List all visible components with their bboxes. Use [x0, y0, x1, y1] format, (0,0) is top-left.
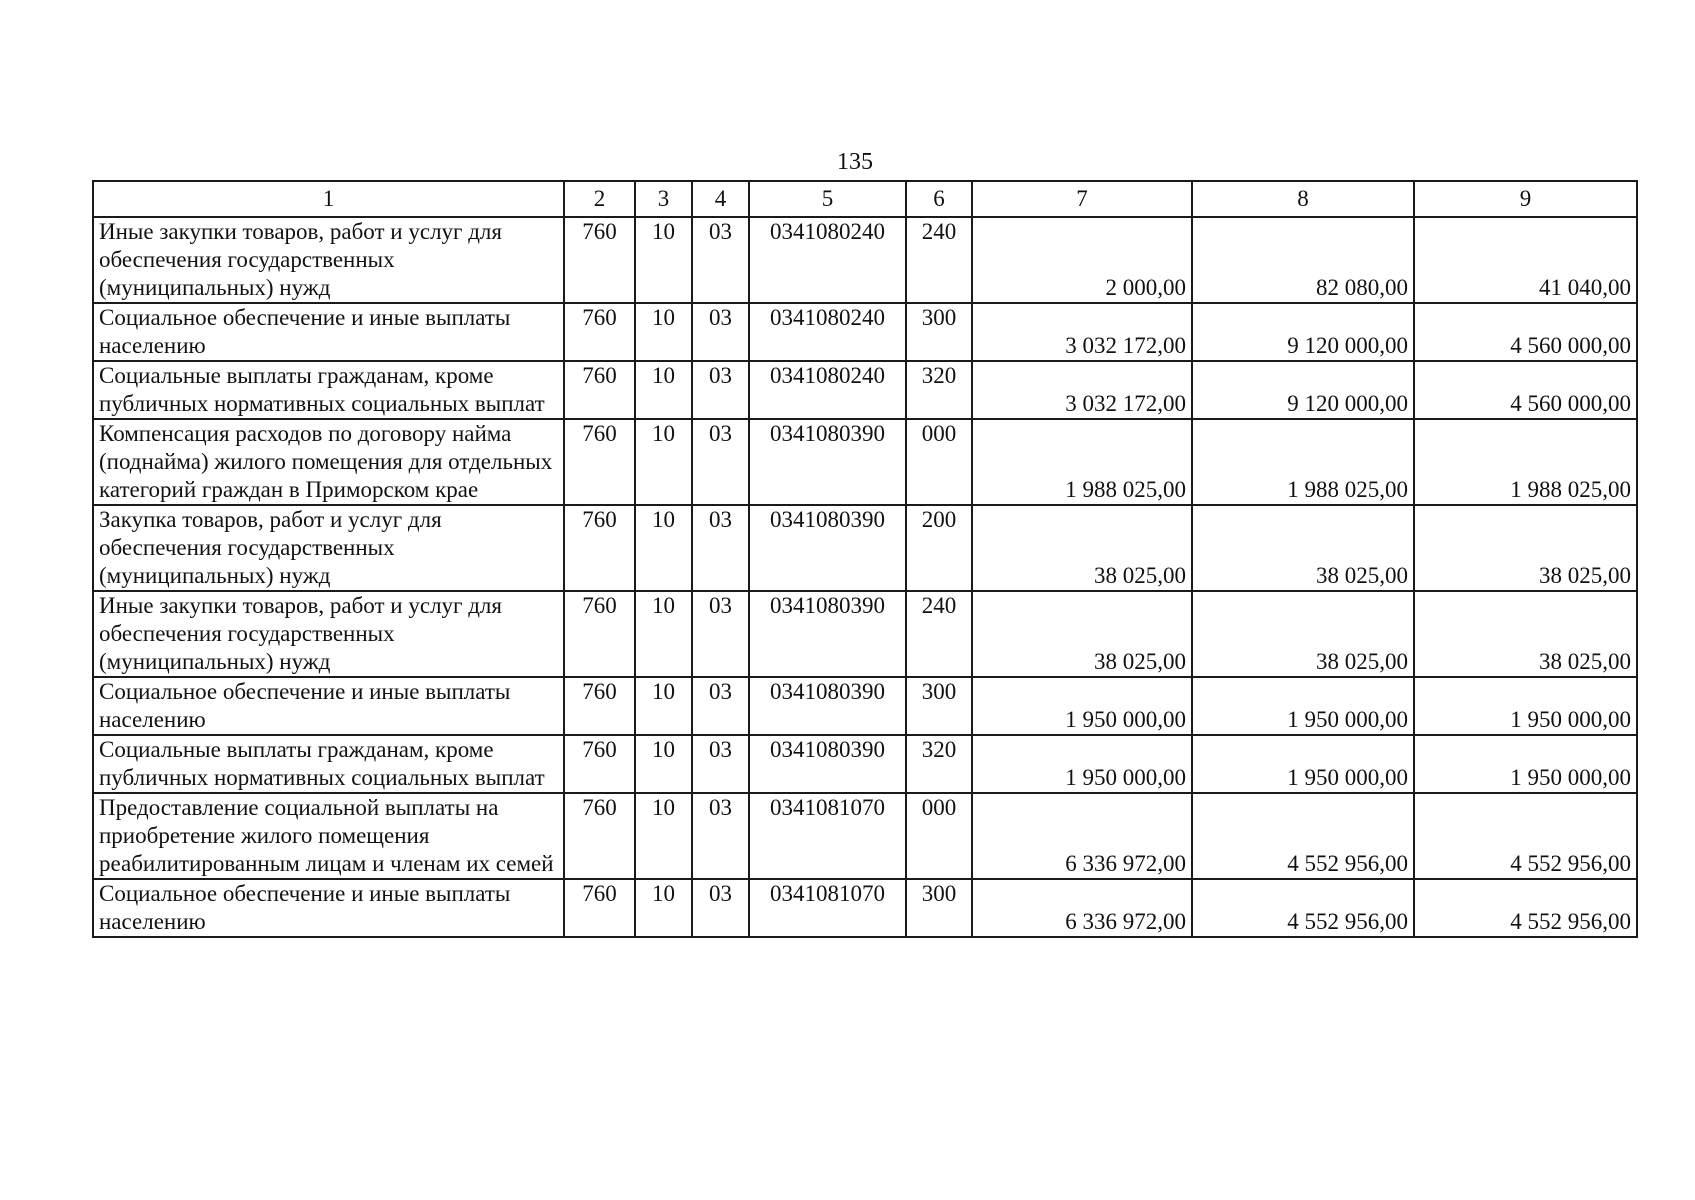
table-row — [93, 793, 1637, 879]
row-code-cell: 0341080390 — [749, 591, 906, 677]
row-code-cell: 10 — [635, 677, 692, 735]
header-cell: 8 — [1192, 181, 1414, 217]
row-code-cell: 760 — [564, 793, 635, 879]
row-code-cell: 760 — [564, 419, 635, 505]
row-code-cell: 300 — [906, 879, 972, 937]
row-name-cell: Компенсация расходов по договору найма (поднайма) жилого помещения для отдельных категорий граждан в Приморском крае — [93, 419, 564, 505]
row-name-cell: Предоставление социальной выплаты на приобретение жилого помещения реабилитированным лицам и членам их семей — [93, 793, 564, 879]
row-code-cell: 300 — [906, 303, 972, 361]
row-amount-cell: 1 950 000,00 — [1414, 677, 1637, 735]
row-amount-cell: 4 552 956,00 — [1192, 793, 1414, 879]
row-code-cell: 000 — [906, 419, 972, 505]
row-code-cell: 03 — [692, 735, 749, 793]
row-code-cell: 320 — [906, 361, 972, 419]
row-code-cell: 760 — [564, 677, 635, 735]
row-code-cell: 10 — [635, 879, 692, 937]
row-code-cell: 10 — [635, 419, 692, 505]
row-code-cell: 760 — [564, 591, 635, 677]
header-cell: 6 — [906, 181, 972, 217]
table-row — [93, 879, 1637, 937]
header-cell: 1 — [93, 181, 564, 217]
row-code-cell: 03 — [692, 419, 749, 505]
table-row — [93, 735, 1637, 793]
row-amount-cell: 4 552 956,00 — [1192, 879, 1414, 937]
row-code-cell: 10 — [635, 505, 692, 591]
row-amount-cell: 3 032 172,00 — [972, 361, 1192, 419]
row-code-cell: 0341080390 — [749, 735, 906, 793]
row-code-cell: 03 — [692, 793, 749, 879]
row-code-cell: 000 — [906, 793, 972, 879]
row-code-cell: 10 — [635, 217, 692, 303]
row-name-cell: Иные закупки товаров, работ и услуг для обеспечения государственных (муниципальных) нужд — [93, 591, 564, 677]
row-code-cell: 10 — [635, 591, 692, 677]
row-amount-cell: 1 950 000,00 — [1192, 735, 1414, 793]
row-name-cell: Закупка товаров, работ и услуг для обеспечения государственных (муниципальных) нужд — [93, 505, 564, 591]
row-amount-cell: 9 120 000,00 — [1192, 303, 1414, 361]
row-name-cell: Иные закупки товаров, работ и услуг для обеспечения государственных (муниципальных) нужд — [93, 217, 564, 303]
row-code-cell: 10 — [635, 793, 692, 879]
row-code-cell: 760 — [564, 735, 635, 793]
row-code-cell: 0341080240 — [749, 361, 906, 419]
row-amount-cell: 4 560 000,00 — [1414, 361, 1637, 419]
table-row — [93, 361, 1637, 419]
header-cell: 9 — [1414, 181, 1637, 217]
row-code-cell: 760 — [564, 217, 635, 303]
row-name-cell: Социальное обеспечение и иные выплаты населению — [93, 879, 564, 937]
row-amount-cell: 9 120 000,00 — [1192, 361, 1414, 419]
row-code-cell: 10 — [635, 735, 692, 793]
row-amount-cell: 6 336 972,00 — [972, 793, 1192, 879]
table-row — [93, 677, 1637, 735]
row-code-cell: 320 — [906, 735, 972, 793]
row-amount-cell: 4 560 000,00 — [1414, 303, 1637, 361]
row-code-cell: 0341081070 — [749, 793, 906, 879]
row-code-cell: 240 — [906, 591, 972, 677]
row-amount-cell: 41 040,00 — [1414, 217, 1637, 303]
table-row — [93, 419, 1637, 505]
row-amount-cell: 1 950 000,00 — [972, 677, 1192, 735]
header-cell: 7 — [972, 181, 1192, 217]
row-code-cell: 0341080240 — [749, 303, 906, 361]
page-number: 135 — [837, 149, 873, 175]
row-amount-cell: 1 950 000,00 — [1414, 735, 1637, 793]
row-name-cell: Социальные выплаты гражданам, кроме публичных нормативных социальных выплат — [93, 735, 564, 793]
header-cell: 3 — [635, 181, 692, 217]
row-code-cell: 03 — [692, 591, 749, 677]
row-code-cell: 760 — [564, 505, 635, 591]
budget-table — [92, 180, 1638, 938]
row-code-cell: 0341080390 — [749, 677, 906, 735]
row-name-cell: Социальное обеспечение и иные выплаты населению — [93, 303, 564, 361]
row-code-cell: 240 — [906, 217, 972, 303]
row-amount-cell: 38 025,00 — [1414, 591, 1637, 677]
row-code-cell: 03 — [692, 303, 749, 361]
row-code-cell: 0341081070 — [749, 879, 906, 937]
row-code-cell: 10 — [635, 303, 692, 361]
row-amount-cell: 38 025,00 — [972, 505, 1192, 591]
row-amount-cell: 38 025,00 — [1192, 505, 1414, 591]
row-code-cell: 300 — [906, 677, 972, 735]
table-row — [93, 591, 1637, 677]
row-amount-cell: 2 000,00 — [972, 217, 1192, 303]
header-cell: 2 — [564, 181, 635, 217]
row-code-cell: 0341080390 — [749, 505, 906, 591]
row-amount-cell: 1 988 025,00 — [972, 419, 1192, 505]
row-amount-cell: 1 988 025,00 — [1192, 419, 1414, 505]
row-amount-cell: 38 025,00 — [1192, 591, 1414, 677]
table-row — [93, 217, 1637, 303]
row-code-cell: 760 — [564, 303, 635, 361]
table-row — [93, 303, 1637, 361]
row-amount-cell: 38 025,00 — [1414, 505, 1637, 591]
row-code-cell: 760 — [564, 361, 635, 419]
row-code-cell: 03 — [692, 879, 749, 937]
row-amount-cell: 82 080,00 — [1192, 217, 1414, 303]
row-code-cell: 10 — [635, 361, 692, 419]
row-amount-cell: 38 025,00 — [972, 591, 1192, 677]
header-cell: 5 — [749, 181, 906, 217]
row-code-cell: 03 — [692, 677, 749, 735]
row-amount-cell: 6 336 972,00 — [972, 879, 1192, 937]
table-header-row — [93, 181, 1637, 217]
row-name-cell: Социальные выплаты гражданам, кроме публичных нормативных социальных выплат — [93, 361, 564, 419]
table-row — [93, 505, 1637, 591]
row-code-cell: 03 — [692, 505, 749, 591]
row-code-cell: 0341080240 — [749, 217, 906, 303]
header-cell: 4 — [692, 181, 749, 217]
row-amount-cell: 1 950 000,00 — [1192, 677, 1414, 735]
row-amount-cell: 3 032 172,00 — [972, 303, 1192, 361]
row-name-cell: Социальное обеспечение и иные выплаты населению — [93, 677, 564, 735]
row-code-cell: 200 — [906, 505, 972, 591]
row-code-cell: 03 — [692, 361, 749, 419]
row-code-cell: 03 — [692, 217, 749, 303]
row-code-cell: 760 — [564, 879, 635, 937]
row-amount-cell: 1 988 025,00 — [1414, 419, 1637, 505]
row-amount-cell: 4 552 956,00 — [1414, 879, 1637, 937]
row-code-cell: 0341080390 — [749, 419, 906, 505]
row-amount-cell: 1 950 000,00 — [972, 735, 1192, 793]
row-amount-cell: 4 552 956,00 — [1414, 793, 1637, 879]
